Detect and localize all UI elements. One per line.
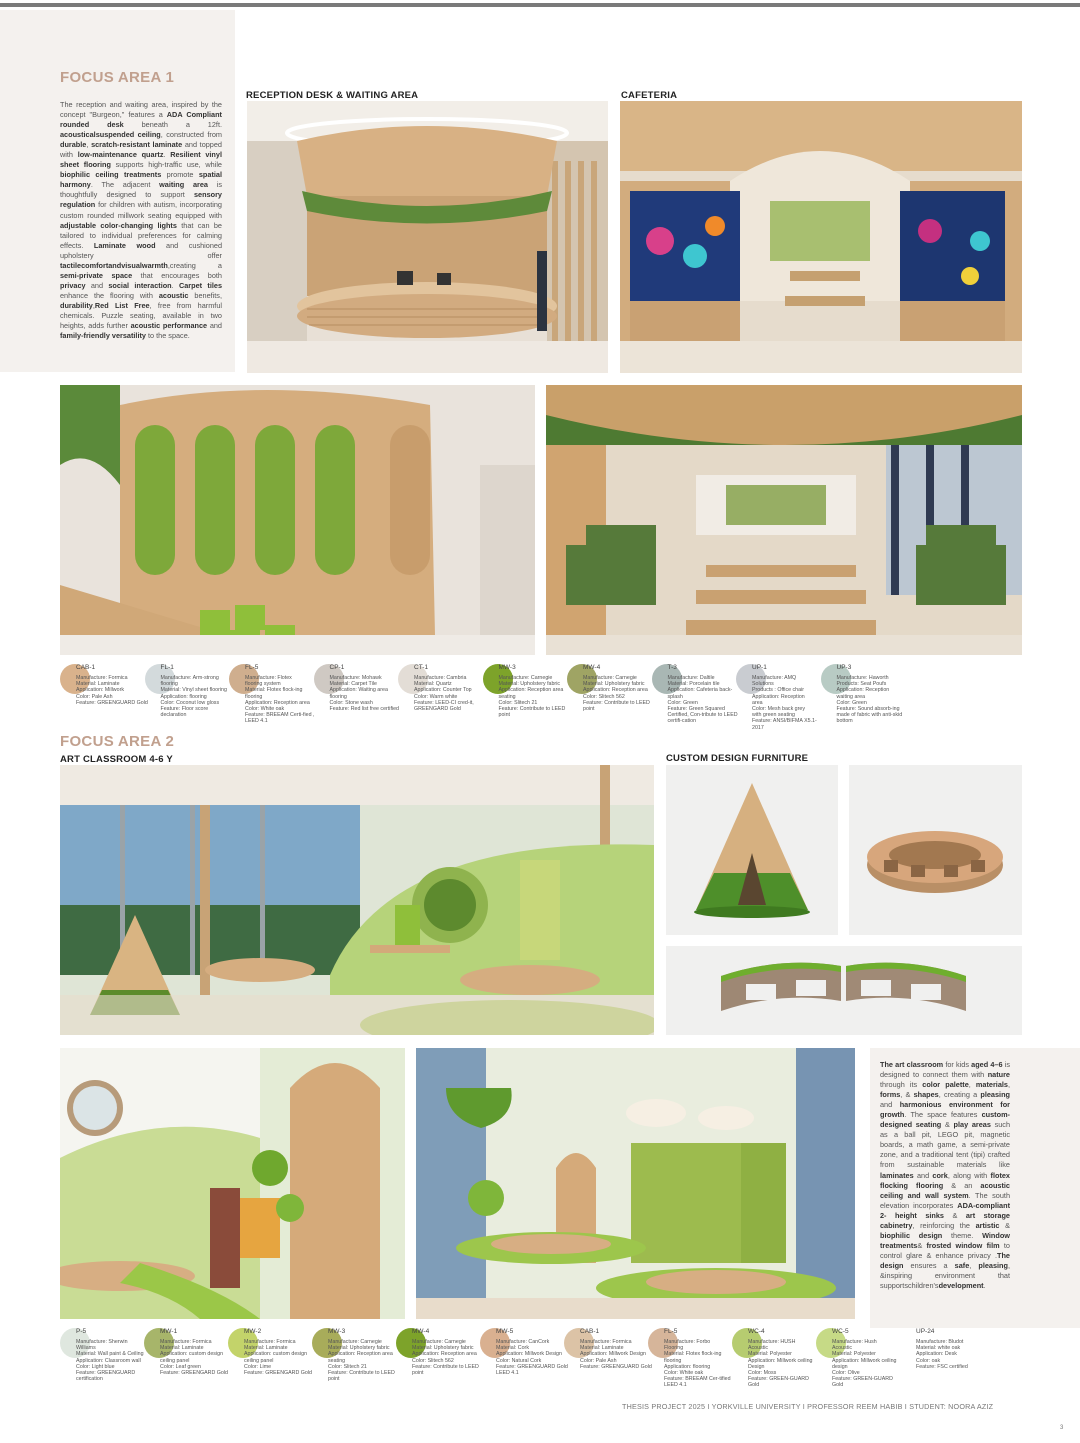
material-spec-line: Color: Moss: [748, 1370, 777, 1377]
paragraph-segment: .: [171, 280, 179, 290]
material-spec-line: Feature: Contribute to LEED point: [328, 1370, 395, 1383]
material-code: CAB-1: [76, 664, 96, 671]
paragraph-segment: &: [917, 1240, 927, 1250]
focus-area-1-title: FOCUS AREA 1: [60, 69, 175, 86]
material-spec-line: Manufacture: Carnegie: [412, 1339, 466, 1345]
paragraph-segment: and: [913, 1170, 933, 1180]
paragraph-segment: Resilient vinyl sheet flooring: [60, 150, 222, 170]
material-spec-line: Feature: ANSI/BIFMA X5.1-2017: [752, 718, 817, 731]
material-spec-line: Application: Millwork Design: [496, 1351, 562, 1358]
material-spec-line: Manufacture: Formica: [76, 675, 128, 681]
paragraph-segment: durable: [60, 140, 87, 150]
material-spec-line: Material: Laminate: [76, 681, 120, 688]
material-spec-line: Material: Upholstery fabric: [328, 1345, 390, 1352]
material-spec-line: Application: Waiting area flooring: [329, 687, 388, 700]
paragraph-segment: beneath a 12ft.: [123, 120, 222, 130]
material-specs: [76, 1339, 148, 1382]
paragraph-segment: for children with autism, incorporating custom rounded millwork seating equipped with: [60, 200, 222, 220]
material-swatch-p-5: [60, 1328, 144, 1390]
paragraph-segment: semi-private space: [60, 270, 133, 280]
material-spec-line: Material: Laminate: [580, 1345, 624, 1352]
paragraph-segment: flotex flocking flooring: [880, 1170, 1010, 1190]
material-spec-line: Application: Millwork: [76, 687, 124, 694]
material-spec-line: Application: Reception area seating: [498, 687, 564, 700]
material-spec-line: Material: Upholstery fabric: [498, 681, 561, 688]
custom-furniture-heading: CUSTOM DESIGN FURNITURE: [666, 753, 809, 764]
material-spec-line: Color: Slitech 562: [583, 693, 625, 700]
paragraph-segment: is thoughtfully designed to support: [60, 180, 222, 200]
paragraph-segment: and: [880, 1100, 900, 1110]
paragraph-segment: materials: [975, 1080, 1008, 1090]
paragraph-segment: ADA Compliant rounded desk: [60, 110, 222, 130]
material-spec-line: Manufacture: Carnegie: [583, 675, 637, 681]
reception-rendering: [247, 101, 608, 373]
material-spec-line: Material: Wall paint & Ceiling: [76, 1351, 144, 1358]
paragraph-segment: &: [999, 1220, 1010, 1230]
material-swatch-mw-3: [483, 664, 567, 726]
material-spec-line: Feature: GREEN-GUARD Gold: [832, 1376, 893, 1389]
paragraph-segment: is designed to connect them with: [880, 1060, 1011, 1080]
paragraph-segment: biophilic design: [880, 1230, 943, 1240]
footer-credits: THESIS PROJECT 2025 I YORKVILLE UNIVERSITY I PROFESSOR REEM HABIB I STUDENT: NOORA AZIZ: [622, 1402, 994, 1411]
material-spec-line: Application: flooring: [160, 693, 207, 700]
paragraph-segment: & an: [943, 1180, 981, 1190]
material-code: MW-2: [244, 1328, 262, 1335]
material-code: CAB-1: [580, 1328, 600, 1335]
material-spec-line: with green seating: [752, 712, 795, 719]
material-spec-line: Feature: GREENGUARD Gold: [580, 1363, 652, 1370]
paragraph-segment: Laminate wood: [93, 240, 156, 250]
material-code: CP-1: [329, 664, 345, 671]
material-spec-line: Feature: FSC certified: [916, 1363, 968, 1370]
material-code: P-5: [76, 1328, 87, 1335]
material-spec-line: Application: Reception area: [583, 687, 648, 694]
material-specs: [161, 675, 233, 718]
paragraph-segment: . The space features: [904, 1110, 982, 1120]
material-code: MW-1: [160, 1328, 178, 1335]
material-code: UP-24: [916, 1328, 935, 1335]
material-spec-line: Material: Upholstery fabric: [412, 1345, 474, 1352]
material-spec-line: Material: Vinyl sheet flooring: [160, 687, 227, 694]
material-spec-line: Application: Millwork ceiling design: [832, 1357, 897, 1370]
material-swatch-up-1: [736, 664, 820, 731]
material-spec-line: Products: Seat Poufs: [836, 681, 887, 688]
paragraph-segment: laminates: [880, 1170, 914, 1180]
material-swatch-fl-5: [229, 664, 313, 726]
material-spec-line: Application: Reception area seating: [328, 1351, 393, 1364]
paragraph-segment: acousticalsuspended ceiling: [60, 130, 161, 140]
paragraph-segment: ,: [92, 300, 95, 310]
material-spec-line: flooring system: [245, 681, 281, 688]
paragraph-segment: that can be tailored to individual preferences for calming effects.: [60, 220, 222, 250]
material-swatch-fl-1: [145, 664, 229, 726]
art-classroom-rendering: [60, 765, 654, 1035]
material-spec-line: Acoustic: [832, 1345, 853, 1352]
paragraph-segment: &: [941, 1120, 954, 1130]
material-specs: [328, 1339, 400, 1382]
material-specs: [499, 675, 571, 718]
material-swatch-ct-1: [398, 664, 482, 726]
material-specs: [832, 1339, 904, 1389]
material-spec-line: Material: Quartz: [414, 681, 452, 688]
material-spec-line: Material: Laminate: [244, 1345, 288, 1352]
material-code: MW-5: [496, 1328, 514, 1335]
paragraph-segment: ,: [86, 140, 92, 150]
material-swatch-up-24: [900, 1328, 984, 1390]
paragraph-segment: nature: [987, 1070, 1010, 1080]
paragraph-segment: Window treatments: [880, 1230, 1010, 1250]
material-spec-line: Application: custom design ceiling panel: [244, 1351, 308, 1364]
paragraph-segment: play areas: [953, 1120, 991, 1130]
paragraph-segment: , reinforcing the: [912, 1220, 976, 1230]
material-swatch-up-3: [821, 664, 905, 726]
cafeteria-seating-rendering: [546, 385, 1022, 655]
material-spec-line: Application: Reception: [836, 687, 890, 694]
paragraph-segment: promote: [161, 170, 199, 180]
paragraph-segment: ,: [968, 1080, 976, 1090]
material-spec-line: Color: Coconut low gloss: [160, 699, 220, 706]
material-spec-line: Products : Office chair: [752, 687, 805, 694]
material-swatch-mw-1: [144, 1328, 228, 1390]
material-spec-line: Application: custom design ceiling panel: [160, 1351, 224, 1364]
paragraph-segment: , constructed from: [160, 130, 222, 140]
material-spec-line: Color: Mesh back grey: [752, 706, 805, 713]
round-seating-furniture-rendering: [849, 765, 1022, 935]
sink-area-rendering: [60, 1048, 405, 1319]
material-specs: [330, 675, 402, 712]
material-spec-line: Color: Green: [667, 699, 698, 706]
material-spec-line: Manufacture: Cambria: [414, 675, 467, 681]
material-code: MW-3: [498, 664, 516, 671]
material-code: FL-1: [160, 664, 174, 671]
material-spec-line: Color: Light blue: [76, 1363, 115, 1370]
material-spec-line: Manufacture: Formica: [580, 1339, 632, 1345]
material-specs: [245, 675, 317, 725]
material-spec-line: Material: Carpet Tile: [329, 681, 377, 688]
paragraph-segment: enhance the flooring with: [60, 290, 159, 300]
material-spec-line: Feature: Contribute to LEED point: [583, 699, 650, 713]
paragraph-segment: frosted window film: [926, 1240, 1000, 1250]
material-spec-line: Manufacture: Formica: [244, 1339, 296, 1345]
material-specs: [668, 675, 740, 725]
paragraph-segment: tactilecomfortandvisualwarmth: [60, 260, 168, 270]
cafeteria-heading: CAFETERIA: [621, 90, 678, 101]
material-spec-line: Application: Cafeteria back-splash: [667, 687, 733, 700]
material-spec-line: LEED 4.1: [664, 1382, 687, 1389]
material-specs: [748, 1339, 820, 1389]
material-spec-line: Feature: GREENGUARD Gold: [76, 699, 148, 706]
paragraph-segment: Carpet tiles: [178, 280, 223, 290]
paragraph-segment: acoustic: [158, 290, 189, 300]
paragraph-segment: privacy: [60, 280, 86, 290]
paragraph-segment: Red List Free: [94, 300, 150, 310]
material-spec-line: Manufacture: Carnegie: [498, 675, 553, 681]
paragraph-segment: to control glare & enhance privacy .: [880, 1240, 1010, 1260]
material-code: WC-5: [832, 1328, 849, 1335]
paragraph-segment: shapes: [913, 1090, 939, 1100]
paragraph-segment: sensory regulation: [60, 190, 222, 210]
material-spec-line: Feature: GREENGARD Gold: [160, 1370, 228, 1377]
material-spec-line: Flooring: [664, 1345, 684, 1352]
paragraph-segment: benefits,: [188, 290, 222, 300]
material-spec-line: GREENGARD Gold: [414, 706, 461, 713]
material-swatch-mw-5: [480, 1328, 568, 1390]
material-spec-line: Manufacture: Formica: [160, 1339, 212, 1345]
material-spec-line: Manufacture: Forbo: [664, 1339, 711, 1345]
material-specs: [837, 675, 909, 725]
material-spec-line: Color: oak: [916, 1357, 941, 1364]
material-spec-line: Feature: Floor score declaration: [160, 706, 209, 719]
paragraph-segment: for kids: [943, 1060, 972, 1069]
paragraph-segment: safe: [954, 1260, 970, 1270]
material-spec-line: Application: Desk: [916, 1351, 957, 1358]
paragraph-segment: and: [85, 280, 109, 290]
paragraph-segment: .: [983, 1281, 986, 1291]
paragraph-segment: aged 4–6: [971, 1060, 1003, 1069]
paragraph-segment: ensures a: [903, 1260, 955, 1270]
paragraph-segment: acoustic performance: [130, 321, 208, 331]
reception-heading: RECEPTION DESK & WAITING AREA: [246, 90, 419, 101]
paragraph-segment: acoustic ceiling and wall system: [880, 1180, 1010, 1200]
material-spec-line: Color: Natural Cork: [496, 1357, 542, 1364]
paragraph-segment: supports high-traffic use, while: [110, 160, 222, 170]
paragraph-segment: ,: [969, 1260, 979, 1270]
paragraph-segment: spatial harmony: [60, 170, 222, 190]
material-spec-line: Feature: Red list free certified: [329, 706, 399, 713]
material-spec-line: Solutions: [752, 681, 774, 688]
paragraph-segment: The reception and waiting area, inspired by the concept "Burgeon," features a: [60, 100, 222, 120]
material-swatch-wc-4: [732, 1328, 816, 1390]
paragraph-segment: ,creating a: [167, 260, 222, 270]
material-swatch-mw-4: [396, 1328, 480, 1390]
focus-area-1-description: [60, 100, 222, 341]
paragraph-segment: theme.: [942, 1230, 983, 1240]
material-spec-line: Material: Upholstery fabric: [583, 681, 645, 688]
material-spec-line: Application: Millwork Design: [580, 1351, 646, 1358]
cafeteria-rendering: [620, 101, 1022, 373]
material-spec-line: Application: Reception: [752, 693, 805, 700]
material-spec-line: Application: flooring: [664, 1363, 711, 1370]
paragraph-segment: color palette: [922, 1080, 969, 1090]
material-spec-line: Manufacture: Sherwin Williams: [76, 1339, 128, 1352]
paragraph-segment: harmonious environment for growth: [880, 1100, 1011, 1120]
material-code: FL-5: [664, 1328, 678, 1335]
material-code: MW-4: [583, 664, 601, 671]
material-spec-line: Manufacture: Arm-strong flooring: [160, 675, 219, 688]
curved-bench-furniture-rendering: [666, 946, 1022, 1035]
material-spec-line: waiting area: [836, 693, 866, 700]
material-spec-line: Application: Classroom wall: [76, 1357, 141, 1364]
material-spec-line: LEED 4.1: [496, 1370, 519, 1377]
material-spec-line: Application: Reception area: [245, 699, 310, 706]
paragraph-segment: , creating a: [938, 1090, 981, 1100]
focus-area-2-description: [880, 1060, 1010, 1291]
paragraph-segment: and cushioned upholstery offer: [60, 240, 223, 260]
material-specs: [664, 1339, 736, 1389]
material-spec-line: Material: Flotex flock-ing flooring: [664, 1351, 722, 1364]
material-spec-line: Manufacture: Mohawk: [329, 675, 382, 681]
paragraph-segment: low-maintenance quartz: [77, 150, 164, 160]
paragraph-segment: biophilic ceiling treatments: [60, 170, 162, 180]
material-specs: [76, 675, 148, 706]
material-spec-line: Manufacture: CanCork: [496, 1339, 550, 1345]
material-spec-line: Color: Stone wash: [329, 699, 373, 706]
material-code: T-3: [667, 664, 677, 671]
material-spec-line: Color: Slitech 21: [328, 1363, 367, 1370]
material-spec-line: Feature: Sound absorb-ing made of fabric with anti-skid bottom: [836, 706, 903, 725]
material-specs: [414, 675, 486, 712]
paragraph-segment: pleasing: [980, 1090, 1010, 1100]
material-code: MW-3: [328, 1328, 346, 1335]
material-spec-line: Application: Reception area: [412, 1351, 477, 1358]
material-spec-line: Manufacture: Carnegie: [328, 1339, 382, 1345]
material-specs: [244, 1339, 316, 1376]
paragraph-segment: durability: [60, 300, 93, 310]
material-spec-line: Manufacture: AMQ: [752, 675, 797, 681]
material-spec-line: Material: Flotex flock-ing flooring: [245, 687, 303, 700]
material-spec-line: Color: Warm white: [414, 693, 458, 700]
material-code: CT-1: [414, 664, 429, 671]
material-spec-line: Manufacture: Daltile: [667, 675, 715, 681]
paragraph-segment: such as a ball pit, LEGO pit, magnetic boards, a math game, a semi-private zone, and a traditional tent (tipi) crafted from sustainable materials like: [880, 1120, 1011, 1170]
tipi-furniture-rendering: [666, 765, 838, 935]
material-spec-line: Manufacture: Bludot: [916, 1339, 964, 1345]
paragraph-segment: pleasing: [978, 1260, 1008, 1270]
paragraph-segment: &: [944, 1210, 966, 1220]
art-classroom-heading: ART CLASSROOM 4-6 Y: [60, 754, 173, 765]
paragraph-segment: that encourages both: [132, 270, 222, 280]
paragraph-segment: development: [938, 1281, 984, 1291]
material-swatch-t-3: [652, 664, 736, 726]
paragraph-segment: to the space.: [145, 331, 190, 341]
paragraph-segment: scratch-resistant laminate: [91, 140, 183, 150]
material-specs: [496, 1339, 568, 1376]
paragraph-segment: , free from harmful chemicals. Puzzle seating, available in two heights, adds further: [60, 300, 223, 331]
paragraph-segment: art storage cabinetry: [880, 1210, 1010, 1230]
material-specs: [752, 675, 824, 731]
paragraph-segment: ,: [1007, 1080, 1010, 1090]
material-swatch-mw-4: [567, 664, 651, 726]
material-specs: [580, 1339, 652, 1370]
material-spec-line: Color: Slitech 562: [412, 1357, 454, 1364]
paragraph-segment: cork: [932, 1170, 948, 1180]
material-spec-line: Feature: GREENGUARD Gold: [496, 1363, 568, 1370]
paragraph-segment: artistic: [975, 1220, 1000, 1230]
material-swatch-wc-5: [816, 1328, 900, 1390]
paragraph-segment: waiting area: [159, 180, 208, 190]
paragraph-segment: ADA-compliant 2- height sinks: [880, 1200, 1010, 1220]
material-specs: [160, 1339, 232, 1376]
material-code: UP-1: [752, 664, 767, 671]
paragraph-segment: The design: [880, 1250, 1010, 1270]
focus-area-2-title: FOCUS AREA 2: [60, 733, 175, 750]
material-spec-line: Color: Lime: [244, 1363, 272, 1370]
waiting-area-rendering: [60, 385, 535, 655]
material-spec-line: area: [752, 699, 763, 706]
material-swatch-fl-5: [648, 1328, 732, 1390]
material-spec-line: Material: Porcelain tile: [667, 681, 720, 688]
paragraph-segment: custom-designed seating: [880, 1110, 1010, 1130]
paragraph-segment: , &inspiring environment that supportschildren's: [880, 1260, 1010, 1291]
paragraph-segment: . The south elevation incorporates: [880, 1190, 1011, 1210]
paragraph-segment: social interaction: [108, 280, 172, 290]
material-spec-line: Feature: Contribute to LEED point: [498, 706, 566, 719]
material-spec-line: Manufacture: Hush: [832, 1339, 877, 1345]
paragraph-segment: through its: [880, 1080, 923, 1090]
material-spec-line: Application: Counter Top: [414, 687, 472, 694]
material-spec-line: Manufacture: Haworth: [836, 675, 889, 681]
material-spec-line: Feature: LEED-CI cred-it,: [414, 699, 474, 706]
material-spec-line: Feature: BREEAM Cer-tified: [664, 1376, 731, 1383]
material-spec-line: Manufacture: HUSH: [748, 1339, 796, 1345]
paragraph-segment: and: [207, 321, 222, 331]
material-spec-line: Material: Polyester: [748, 1351, 792, 1358]
material-spec-line: Feature: Green Squared Certified, Con-tribute to LEED certifi-cation: [667, 706, 738, 725]
material-spec-line: Manufacture: Flotex: [245, 675, 292, 681]
material-spec-line: Color: Slitech 21: [498, 699, 538, 706]
classroom-elevation-rendering: [416, 1048, 855, 1319]
paragraph-segment: and topped with: [60, 140, 222, 160]
top-rule: [0, 3, 1080, 7]
paragraph-segment: , along with: [947, 1170, 991, 1180]
material-spec-line: Feature: GREENGUARD certification: [76, 1370, 136, 1383]
material-spec-line: Feature: Contribute to LEED point: [412, 1363, 479, 1377]
material-swatch-cp-1: [314, 664, 398, 726]
material-specs: [412, 1339, 484, 1376]
material-spec-line: Feature: BREEAM Certi-fied , LEED 4.1: [245, 712, 315, 725]
material-specs: [916, 1339, 988, 1370]
material-spec-line: Color: Pale Ash: [580, 1357, 617, 1364]
paragraph-segment: . The adjacent: [90, 180, 160, 190]
material-spec-line: Material: white oak: [916, 1345, 961, 1352]
material-swatch-cab-1: [564, 1328, 652, 1390]
material-spec-line: Material: Polyester: [832, 1351, 876, 1358]
material-specs: [583, 675, 655, 712]
material-spec-line: Color: White oak: [245, 706, 285, 713]
material-swatch-mw-3: [312, 1328, 396, 1390]
paragraph-segment: , &: [900, 1090, 914, 1100]
material-code: WC-4: [748, 1328, 765, 1335]
paragraph-segment: adjustable color-changing lights: [60, 220, 177, 230]
material-spec-line: Application: Millwork ceiling Design: [748, 1357, 813, 1370]
paragraph-segment: forms: [880, 1090, 901, 1100]
material-spec-line: Material: Laminate: [160, 1345, 204, 1352]
material-spec-line: Feature: GREENGARD Gold: [244, 1370, 312, 1377]
material-spec-line: Color: White oak: [664, 1370, 704, 1377]
material-spec-line: Acoustic: [748, 1345, 769, 1352]
paragraph-segment: The art classroom: [880, 1060, 944, 1069]
material-spec-line: Color: Pale Ash: [76, 693, 113, 700]
material-spec-line: Material: Cork: [496, 1345, 529, 1352]
material-spec-line: Color: Olive: [832, 1370, 860, 1377]
page-number: 3: [1060, 1425, 1064, 1431]
material-code: UP-3: [836, 664, 852, 671]
paragraph-segment: .: [163, 150, 171, 160]
material-spec-line: Color: Leaf green: [160, 1363, 201, 1370]
material-spec-line: Color: Green: [836, 699, 867, 706]
material-spec-line: Feature: GREEN-GUARD Gold: [748, 1376, 809, 1389]
material-code: MW-4: [412, 1328, 430, 1335]
paragraph-segment: family-friendly versatility: [60, 331, 146, 341]
material-swatch-cab-1: [60, 664, 148, 726]
material-swatch-mw-2: [228, 1328, 312, 1390]
material-code: FL-5: [245, 664, 259, 671]
